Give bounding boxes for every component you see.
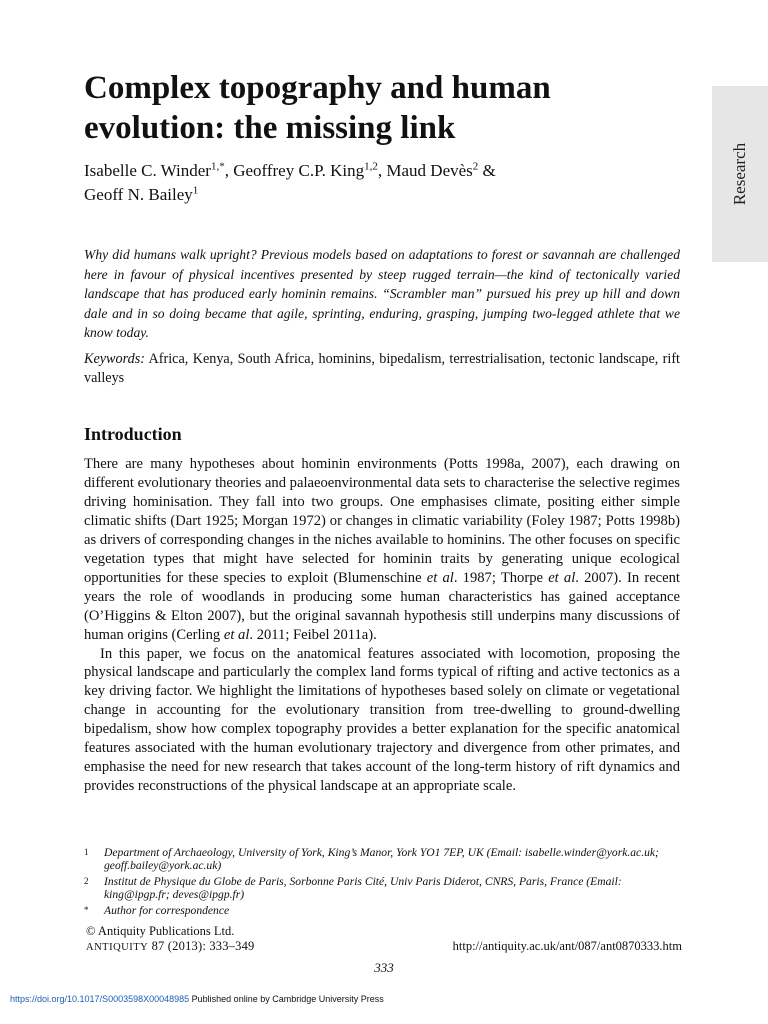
copyright-notice: © Antiquity Publications Ltd. <box>86 924 235 938</box>
et-al: et al <box>426 569 454 586</box>
article-title: Complex topography and human evolution: the missing link <box>84 70 551 146</box>
journal-citation <box>86 939 254 954</box>
paragraph-text: . 2011; Feibel 2011a). <box>249 626 377 643</box>
author-name: Geoffrey C.P. King <box>233 161 365 180</box>
paragraph-text: . 1987; Thorpe <box>453 569 549 586</box>
affiliation-marker: 1 <box>192 184 199 197</box>
affiliation-marker: 2 <box>472 160 479 173</box>
keywords-label: Keywords: <box>84 351 145 367</box>
footnote <box>84 904 680 917</box>
keywords-text: Africa, Kenya, South Africa, hominins, bipedalism, terrestrialisation, tectonic landscape, rift valleys <box>84 351 680 386</box>
paragraph <box>84 455 680 645</box>
paragraph-text: . 2007). In recent years the role of woodlands in producing some human characteristics has gained acceptance (O’Higgins & Elton 2007), but the original savannah hypothesis still underpins many discussions of human origins (Cerling <box>84 569 680 643</box>
doi-link[interactable]: https://doi.org/10.1017/S0003598X00048985 <box>10 994 190 1004</box>
affiliation-marker: 1,* <box>210 160 225 173</box>
footnote-marker: * <box>84 905 89 915</box>
footnote-marker: 2 <box>84 876 89 886</box>
et-al: et al <box>223 626 250 643</box>
author-name: Geoff N. Bailey <box>84 185 193 204</box>
et-al: et al <box>548 569 576 586</box>
research-tab-label: Research <box>730 142 749 206</box>
footnote-text: Author for correspondence <box>104 904 230 917</box>
journal-volume-pages: 87 (2013): 333–349 <box>148 939 255 953</box>
footnote-text: Department of Archaeology, University of York, King’s Manor, York YO1 7EP, UK (Email: isabelle.winder@york.ac.uk; geoff.bailey@york.ac.uk) <box>104 846 659 872</box>
author-name: Maud Devès <box>386 161 473 180</box>
page-number: 333 <box>374 960 394 975</box>
author-name: Isabelle C. Winder <box>84 161 211 180</box>
affiliation-marker: 1,2 <box>364 160 378 173</box>
footnotes <box>84 846 680 920</box>
keywords <box>84 350 680 388</box>
footnote-marker: 1 <box>84 847 89 857</box>
publisher-footer <box>10 994 384 1004</box>
footnote <box>84 875 680 901</box>
paragraph: In this paper, we focus on the anatomical features associated with locomotion, proposing the physical landscape and particularly the complex land forms typical of rifting and active tectonics as a key driving factor. We highlight the limitations of hypotheses based solely on climate or vegetational change in accounting for the evolutionary transition from tree-dwelling to ground-dwelling bipedalism, show how complex topography provides a better explanation for the specific anatomical features associated with the human evolutionary trajectory and divergence from other primates, and emphasise the need for new research that takes account of the long-term history of rift dynamics and provides reconstructions of the physical landscape at an appropriate scale. <box>84 645 680 795</box>
section-heading-introduction: Introduction <box>84 424 182 444</box>
footnote <box>84 846 680 872</box>
footnote-text: Institut de Physique du Globe de Paris, Sorbonne Paris Cité, Univ Paris Diderot, CNRS, Paris, France (Email: king@ipgp.fr; deves@ipgp.fr) <box>104 875 622 901</box>
abstract: Why did humans walk upright? Previous models based on adaptations to forest or savannah are challenged here in favour of physical incentives presented by steep rugged terrain—the kind of tectonically varied landscape that has produced early hominin remains. “Scrambler man” pursued his prey up hill and down dale and in so doing became that agile, sprinting, enduring, grasping, jumping two-legged athlete that we know today. <box>84 247 680 340</box>
published-online-text: Published online by Cambridge University Press <box>189 994 384 1004</box>
author-separator: & <box>478 161 496 180</box>
author-list <box>84 159 644 207</box>
paragraph-text: There are many hypotheses about hominin environments (Potts 1998a, 2007), each drawing on different evolutionary theories and palaeoenvironmental data sets to characterise the selective regimes driving hominisation. They fall into two groups. One emphasises climate, positing either simple climatic shifts (Dart 1925; Morgan 1972) or changes in climatic variability (Foley 1987; Potts 1998b) as drivers of corresponding changes in the niches available to hominins. The other focuses on specific vegetation types that might have selected for hominin traits by generating unique ecological opportunities for these species to exploit (Blumenschine <box>84 456 680 586</box>
introduction-body <box>84 455 680 796</box>
research-section-tab <box>712 86 768 262</box>
article-url[interactable]: http://antiquity.ac.uk/ant/087/ant0870333.htm <box>452 939 682 953</box>
author-separator: , <box>224 161 234 180</box>
journal-name: ANTIQUITY <box>86 942 149 953</box>
author-separator: , <box>377 161 387 180</box>
